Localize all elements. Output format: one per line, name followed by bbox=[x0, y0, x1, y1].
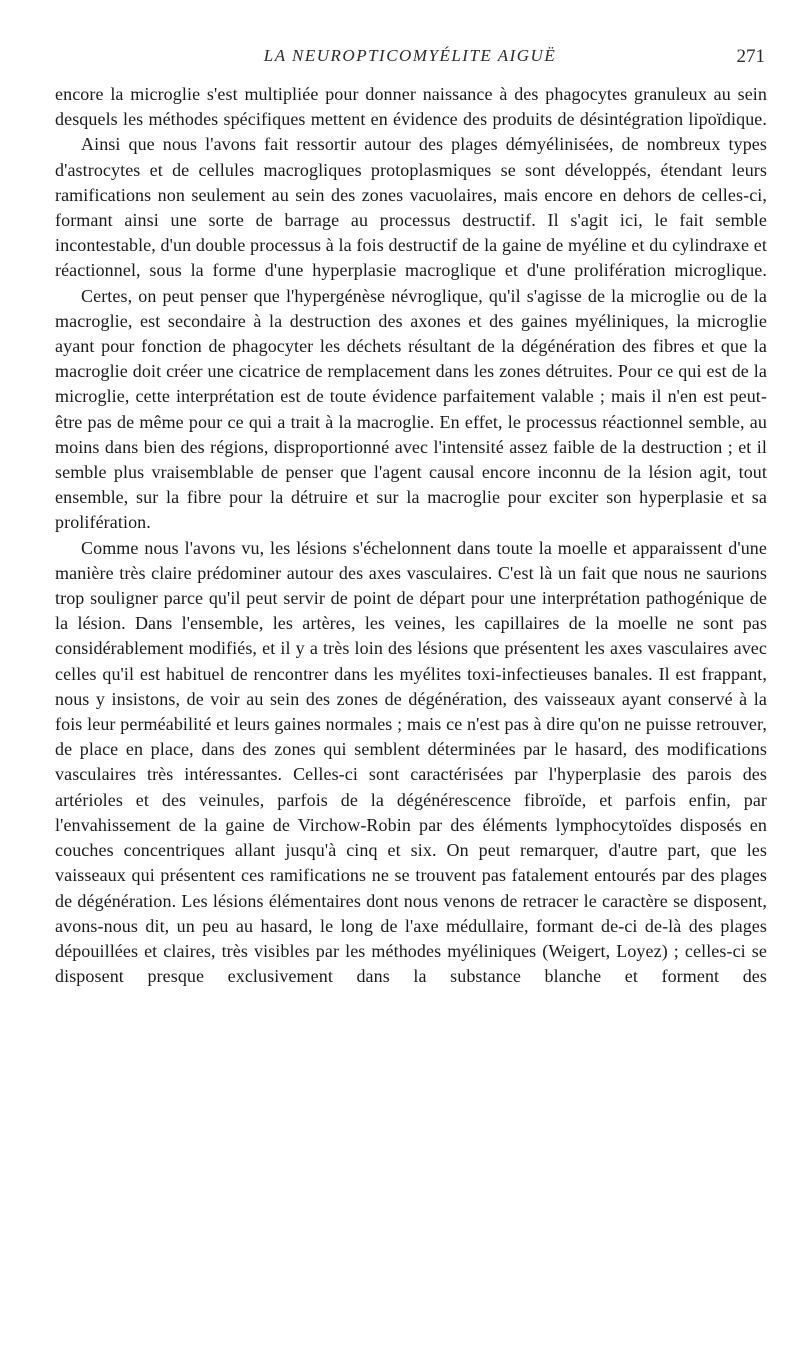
page-number: 271 bbox=[736, 46, 765, 67]
running-head bbox=[55, 46, 765, 70]
running-title: LA NEUROPTICOMYÉLITE AIGUË bbox=[263, 46, 557, 65]
paragraph-1: encore la microglie s'est multipliée pour donner naissance à des phagocytes granuleux au sein desquels les méthodes spécifiques mettent en évidence des produits de désintégration lipoïdique. bbox=[55, 84, 767, 130]
paragraph-2: Ainsi que nous l'avons fait ressortir autour des plages démyélinisées, de nombreux types d'astrocytes et de cellules macrogliques protoplasmiques se sont développés, étendant leurs ramifications non seulement au sein des zones vacuolaires, mais encore en dehors de celles-ci, formant ainsi une sorte de barrage au processus destructif. Il s'agit ici, le fait semble incontestable, d'un double processus à la fois destructif de la gaine de myéline et du cylindraxe et réactionnel, sous la forme d'une hyperplasie macroglique et d'une prolifération microglique. bbox=[55, 134, 767, 281]
body-text bbox=[55, 82, 767, 989]
paragraph-4: Comme nous l'avons vu, les lésions s'échelonnent dans toute la moelle et apparaissent d'une manière très claire prédominer autour des axes vasculaires. C'est là un fait que nous ne saurions trop souligner parce qu'il peut servir de point de départ pour une interprétation pathogénique de la lésion. Dans l'ensemble, les artères, les veines, les capillaires de la moelle ne sont pas considérablement modifiés, et il y a très loin des lésions que présentent les axes vasculaires avec celles qu'il est habituel de rencontrer dans les myélites toxi-infectieuses banales. Il est frappant, nous y insistons, de voir au sein des zones de dégénération, des vaisseaux ayant conservé à la fois leur perméabilité et leurs gaines normales ; mais ce n'est pas à dire qu'on ne puisse retrouver, de place en place, dans des zones qui semblent déterminées par le hasard, des modifications vasculaires très intéressantes. Celles-ci sont caractérisées par l'hyperplasie des parois des artérioles et des veinules, parfois de la dégénérescence fibroïde, et parfois enfin, par l'envahissement de la gaine de Virchow-Robin par des éléments lymphocytoïdes disposés en couches concentriques allant jusqu'à cinq et six. On peut remarquer, d'autre part, que les vaisseaux qui présentent ces ramifications ne se trouvent pas fatalement entourés par des plages de dégénération. Les lésions élémentaires dont nous venons de retracer le caractère se disposent, avons-nous dit, un peu au hasard, le long de l'axe médullaire, formant de-ci de-là des plages dépouillées et claires, très visibles par les méthodes myéliniques (Weigert, Loyez) ; celles-ci se disposent presque exclusivement dans la substance blanche et forment des bbox=[55, 537, 767, 987]
paragraph-3: Certes, on peut penser que l'hypergénèse névroglique, qu'il s'agisse de la microglie ou de la macroglie, est secondaire à la destruction des axones et des gaines myéliniques, la microglie ayant pour fonction de phagocyter les déchets résultant de la dégénération des fibres et que la macroglie doit créer une cicatrice de remplacement dans les zones détruites. Pour ce qui est de la microglie, cette interprétation est de toute évidence parfaitement valable ; mais il n'en est peut-être pas de même pour ce qui a trait à la macroglie. En effet, le processus réactionnel semble, au moins dans bien des régions, disproportionné avec l'intensité assez faible de la destruction ; et il semble plus vraisemblable de penser que l'agent causal encore inconnu de la lésion agit, tout ensemble, sur la fibre pour la détruire et sur la macroglie pour exciter son hyperplasie et sa prolifération. bbox=[55, 285, 767, 533]
